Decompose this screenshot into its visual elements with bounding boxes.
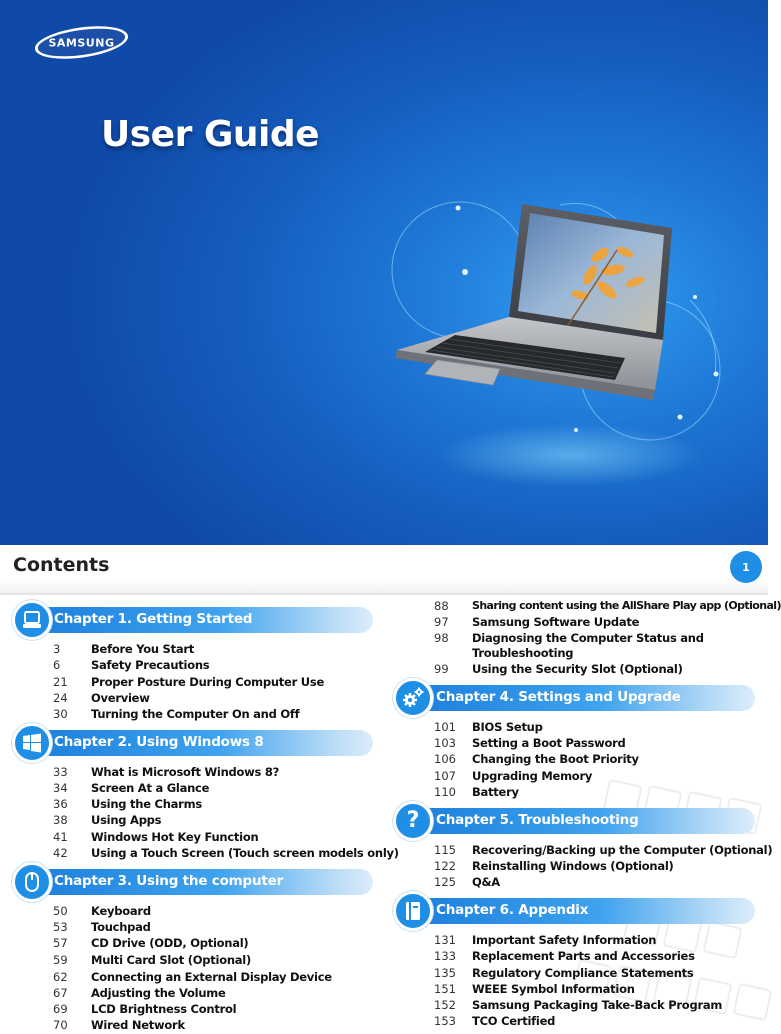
contents-header-bar	[0, 545, 768, 595]
windows-logo-icon	[12, 723, 52, 763]
laptop-icon	[12, 600, 52, 640]
chapter-3-header[interactable]	[33, 869, 373, 895]
chapter-2-header[interactable]	[33, 730, 373, 756]
question-mark-icon: ?	[393, 801, 433, 841]
contents-title: Contents	[13, 554, 110, 576]
book-icon	[393, 891, 433, 931]
chapter-5-title: Chapter 5. Troubleshooting	[436, 812, 639, 828]
svg-text:SAMSUNG: SAMSUNG	[48, 36, 115, 50]
chapter-4-title: Chapter 4. Settings and Upgrade	[436, 689, 681, 705]
gears-icon	[393, 678, 433, 718]
guide-title: User Guide	[101, 114, 320, 155]
chapter-2-title: Chapter 2. Using Windows 8	[54, 734, 264, 750]
chapter-1-header[interactable]	[33, 607, 373, 633]
chapter-3-title: Chapter 3. Using the computer	[54, 873, 284, 889]
chapter-4-header[interactable]	[414, 685, 755, 711]
chapter-6-header[interactable]	[414, 898, 755, 924]
chapter-1-title: Chapter 1. Getting Started	[54, 611, 253, 627]
chapter-6-title: Chapter 6. Appendix	[436, 902, 589, 918]
chapter-5-header[interactable]	[414, 808, 755, 834]
page-number-badge: 1	[730, 551, 762, 583]
laptop-illustration	[385, 190, 730, 455]
mouse-icon	[12, 862, 52, 902]
